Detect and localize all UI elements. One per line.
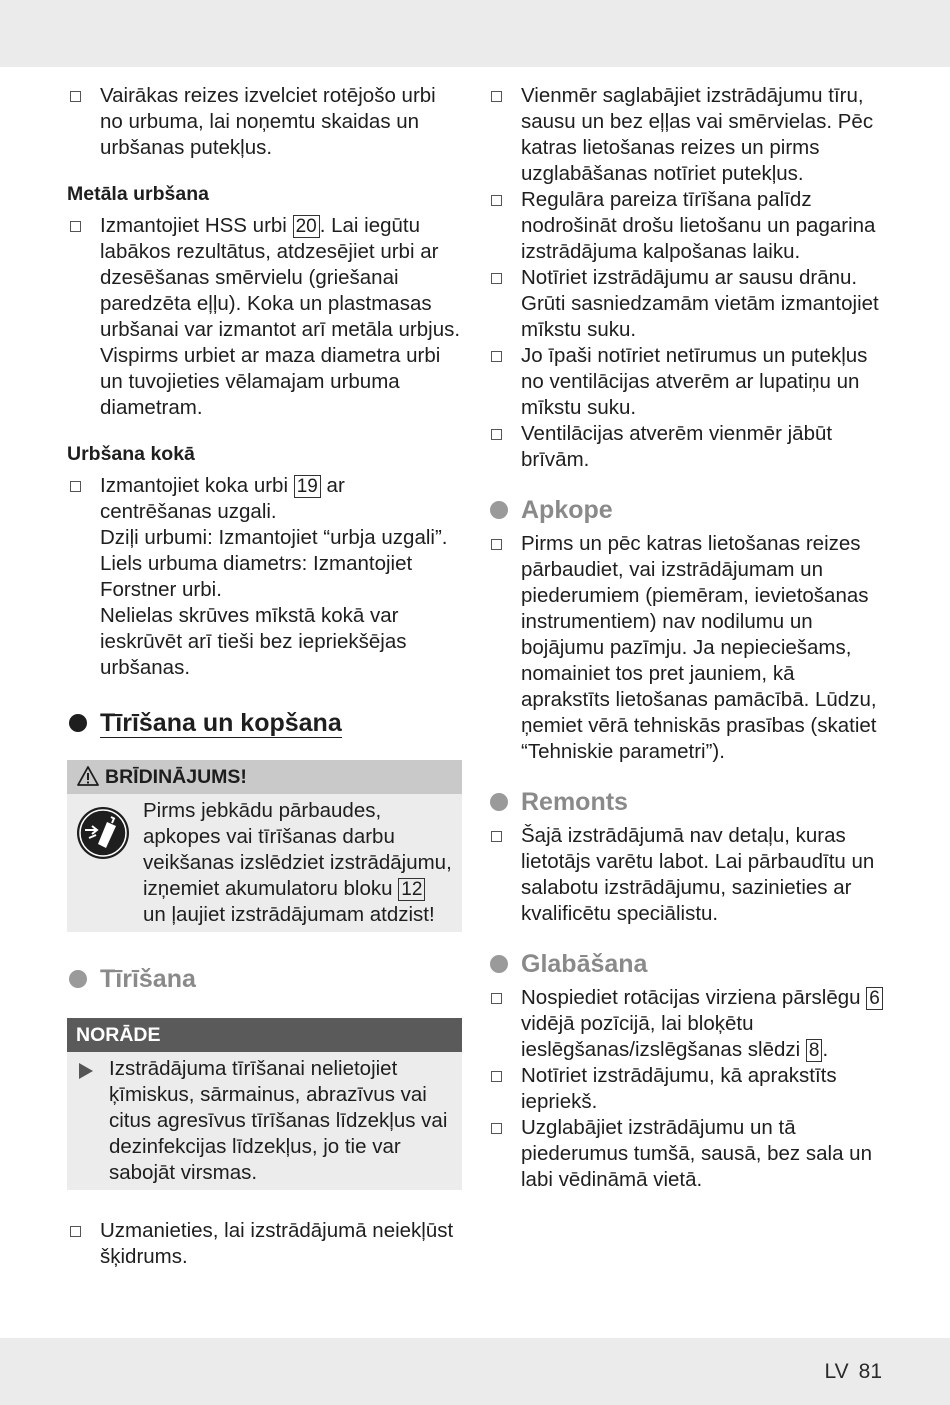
- right-column: [488, 83, 888, 1193]
- list-item: Nospiediet rotācijas virziena pārslēgu 6 vidējā pozīcijā, lai bloķētu ieslēgšanas/izslēgšanas slēdzi 8 .: [488, 985, 888, 1063]
- page-number: LV 81: [824, 1360, 882, 1383]
- checkbox-bullet-icon: [491, 351, 502, 362]
- bullet-dot-icon: [69, 970, 87, 988]
- left-column: [67, 83, 462, 1270]
- list-item: Izmantojiet HSS urbi 20 . Lai iegūtu labākos rezultātus, atdzesējiet urbi ar dzesēšanas smērvielu (griešanai paredzēta eļļu). Koka un plastmasas urbšanai var izmantot arī metāla urbjus. Vispirms urbiet ar maza diametra urbi un tuvojieties vēlamajam urbuma diametram.: [67, 213, 462, 421]
- list-item: Pirms un pēc katras lietošanas reizes pārbaudiet, vai izstrādājumam un piederumiem (piemēram, ievietošanas instrumentiem) nav nodilumu un bojājumu pazīmju. Ja nepieciešams, nomainiet tos pret jauniem, kā aprakstīts lietošanas pamācībā. Lūdzu, ņemiet vērā tehniskās prasības (skatiet “Tehniskie parametri”).: [488, 531, 888, 765]
- warning-triangle-icon: [77, 766, 99, 786]
- reference-number: 6: [866, 987, 883, 1010]
- list-item: Notīriet izstrādājumu ar sausu drānu. Grūti sasniedzamām vietām izmantojiet mīkstu suku.: [488, 265, 888, 343]
- bullet-dot-icon: [490, 793, 508, 811]
- checkbox-bullet-icon: [70, 91, 81, 102]
- checkbox-bullet-icon: [491, 539, 502, 550]
- checkbox-bullet-icon: [70, 221, 81, 232]
- list-item: Ventilācijas atverēm vienmēr jābūt brīvām.: [488, 421, 888, 473]
- maintenance-heading: Apkope: [488, 493, 888, 527]
- reference-number: 12: [398, 878, 425, 901]
- note-body: Izstrādājuma tīrīšanai nelietojiet ķīmiskus, sārmainus, abrazīvus vai citus agresīvus tīrīšanas līdzekļus vai dezinfekcijas līdzekļus, jo tie var sabojāt virsmas.: [67, 1052, 462, 1190]
- warning-box: [67, 760, 462, 932]
- list-item: Vienmēr saglabājiet izstrādājumu tīru, sausu un bez eļļas vai smērvielas. Pēc katras lietošanas reizes un pirms uzglabāšanas notīriet putekļus.: [488, 83, 888, 187]
- bullet-dot-icon: [490, 501, 508, 519]
- metal-drilling-heading: Metāla urbšana: [67, 183, 209, 205]
- bottom-band: [0, 1338, 950, 1405]
- checkbox-bullet-icon: [491, 195, 502, 206]
- cleaning-care-heading: Tīrīšana un kopšana: [67, 706, 462, 740]
- checkbox-bullet-icon: [491, 91, 502, 102]
- checkbox-bullet-icon: [491, 1071, 502, 1082]
- bullet-dot-icon: [490, 955, 508, 973]
- checkbox-bullet-icon: [491, 993, 502, 1004]
- checkbox-bullet-icon: [70, 1226, 81, 1237]
- warning-body: Pirms jebkādu pārbaudes, apkopes vai tīrīšanas darbu veikšanas izslēdziet izstrādājumu, izņemiet akumulatoru bloku 12 un ļaujiet izstrādājumam atdzist!: [67, 794, 462, 932]
- list-item: Regulāra pareiza tīrīšana palīdz nodrošināt drošu lietošanu un pagarina izstrādājuma kalpošanas laiku.: [488, 187, 888, 265]
- list-item: Vairākas reizes izvelciet rotējošo urbi no urbuma, lai noņemtu skaidas un urbšanas putekļus.: [67, 83, 462, 161]
- unplug-battery-icon: [76, 806, 130, 860]
- note-box: [67, 1018, 462, 1190]
- reference-number: 20: [293, 215, 320, 238]
- storage-heading: Glabāšana: [488, 947, 888, 981]
- cleaning-heading: Tīrīšana: [67, 962, 462, 996]
- list-item: Šajā izstrādājumā nav detaļu, kuras lietotājs varētu labot. Lai pārbaudītu un salabotu izstrādājumu, sazinieties ar kvalificētu speciālistu.: [488, 823, 888, 927]
- checkbox-bullet-icon: [491, 1123, 502, 1134]
- list-item: Izmantojiet koka urbi 19 ar centrēšanas uzgali. Dziļi urbumi: Izmantojiet “urbja uzgali”. Liels urbuma diametrs: Izmantojiet Forstner urbi. Nelielas skrūves mīkstā kokā var ieskrūvēt arī tieši bez iepriekšējas urbšanas.: [67, 473, 462, 681]
- note-header: NORĀDE: [67, 1018, 462, 1052]
- wood-drilling-heading: Urbšana kokā: [67, 443, 195, 465]
- list-item: Uzglabājiet izstrādājumu un tā piederumus tumšā, sausā, bez sala un labi vēdināmā vietā.: [488, 1115, 888, 1193]
- bullet-dot-icon: [69, 714, 87, 732]
- list-item: Notīriet izstrādājumu, kā aprakstīts iepriekš.: [488, 1063, 888, 1115]
- list-item: Uzmanieties, lai izstrādājumā neiekļūst šķidrums.: [67, 1218, 462, 1270]
- warning-header: BRĪDINĀJUMS!: [67, 760, 462, 794]
- reference-number: 8: [806, 1039, 823, 1062]
- checkbox-bullet-icon: [491, 273, 502, 284]
- play-triangle-icon: [79, 1063, 93, 1079]
- top-band: [0, 0, 950, 67]
- reference-number: 19: [294, 475, 321, 498]
- checkbox-bullet-icon: [70, 481, 81, 492]
- checkbox-bullet-icon: [491, 429, 502, 440]
- list-item: Jo īpaši notīriet netīrumus un putekļus no ventilācijas atverēm ar lupatiņu un mīkstu suku.: [488, 343, 888, 421]
- repair-heading: Remonts: [488, 785, 888, 819]
- checkbox-bullet-icon: [491, 831, 502, 842]
